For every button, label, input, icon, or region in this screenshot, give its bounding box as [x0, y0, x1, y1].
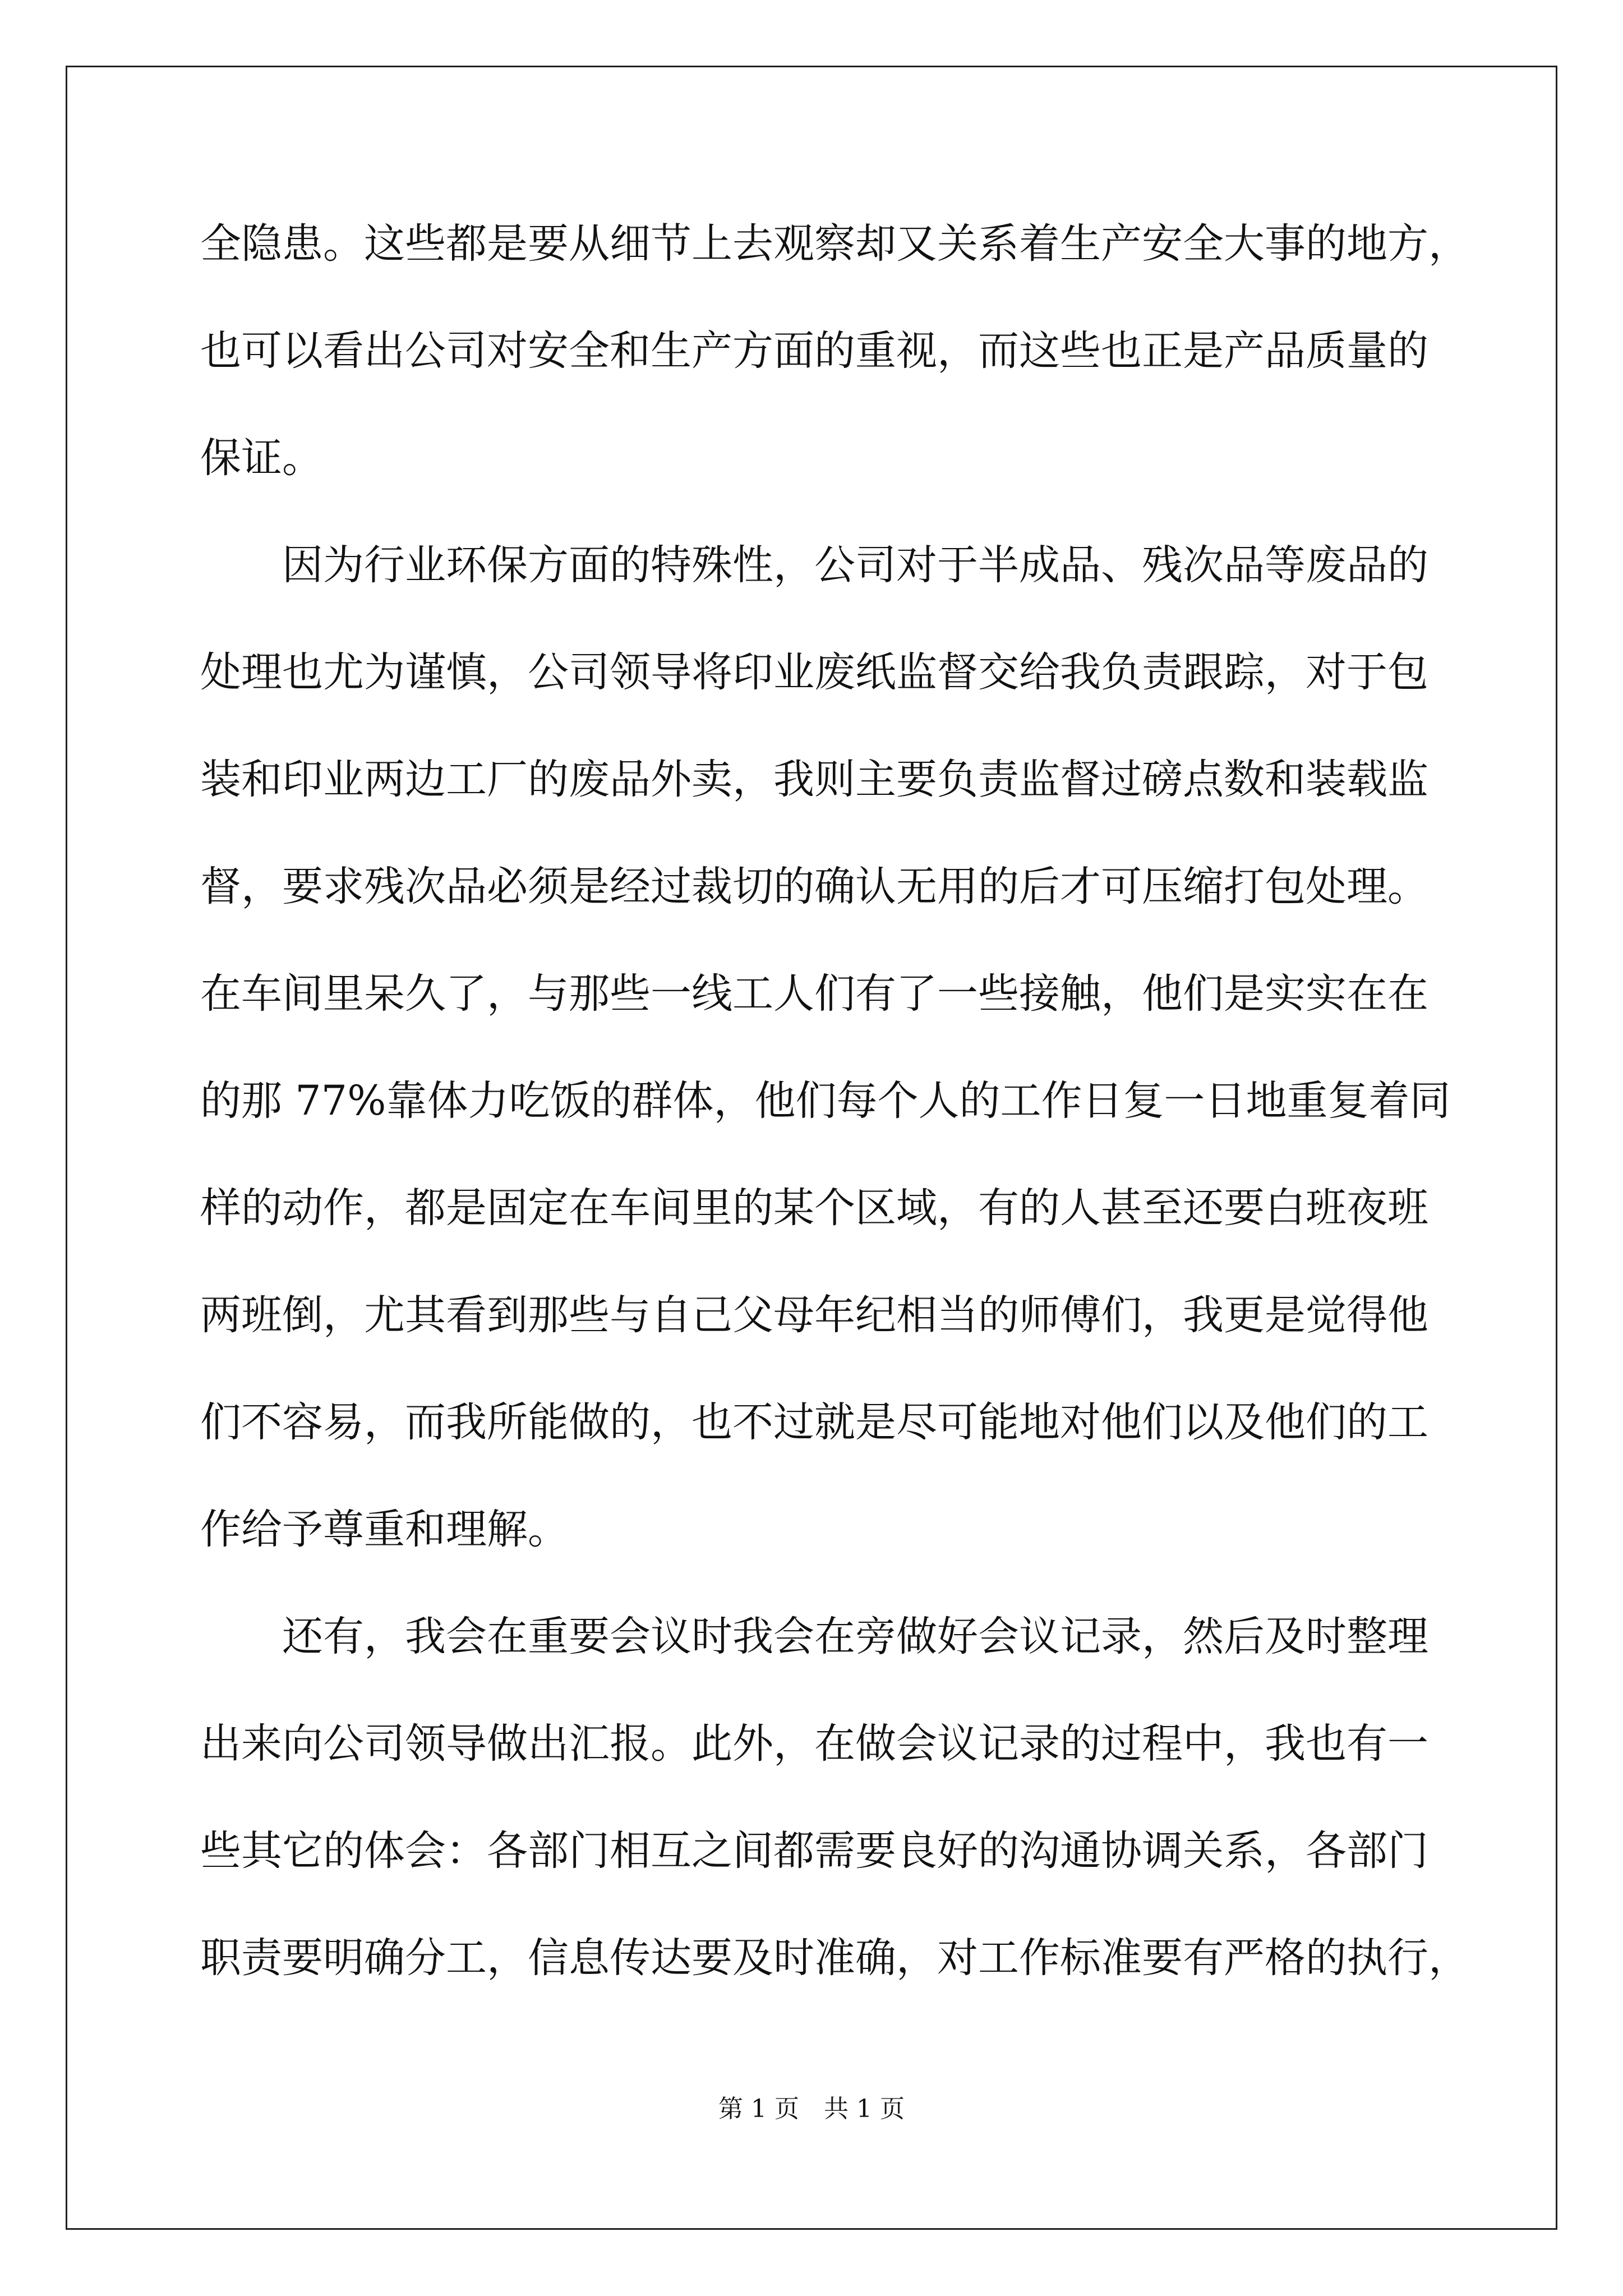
text-line: 作给予尊重和理解。 — [200, 1506, 569, 1553]
text-line: 的那 77%靠体力吃饭的群体，他们每个人的工作日复一日地重复着同 — [200, 1077, 1451, 1125]
text-line: 些其它的体会：各部门相互之间都需要良好的沟通协调关系，各部门 — [200, 1827, 1428, 1875]
text-line: 装和印业两边工厂的废品外卖，我则主要负责监督过磅点数和装载监 — [200, 756, 1428, 803]
paragraph-first-line: 因为行业环保方面的特殊性，公司对于半成品、残次品等废品的 — [282, 541, 1428, 589]
text-line: 出来向公司领导做出汇报。此外，在做会议记录的过程中，我也有一 — [200, 1720, 1428, 1768]
text-line: 样的动作，都是固定在车间里的某个区域，有的人甚至还要白班夜班 — [200, 1184, 1428, 1232]
text-line: 在车间里呆久了，与那些一线工人们有了一些接触，他们是实实在在 — [200, 970, 1428, 1018]
text-line: 保证。 — [200, 434, 323, 482]
text-line: 两班倒，尤其看到那些与自己父母年纪相当的师傅们，我更是觉得他 — [200, 1291, 1428, 1339]
paragraph-first-line: 还有，我会在重要会议时我会在旁做好会议记录，然后及时整理 — [282, 1613, 1428, 1660]
page-number-footer: 第 1 页 共 1 页 — [718, 2095, 905, 2123]
page-border — [66, 66, 1557, 2230]
text-line: 们不容易，而我所能做的，也不过就是尽可能地对他们以及他们的工 — [200, 1398, 1428, 1446]
text-line: 督，要求残次品必须是经过裁切的确认无用的后才可压缩打包处理。 — [200, 863, 1428, 910]
text-line: 也可以看出公司对安全和生产方面的重视，而这些也正是产品质量的 — [200, 327, 1428, 375]
text-line: 职责要明确分工，信息传达要及时准确，对工作标准要有严格的执行， — [200, 1934, 1469, 1982]
text-line: 全隐患。这些都是要从细节上去观察却又关系着生产安全大事的地方， — [200, 220, 1469, 268]
text-line: 处理也尤为谨慎，公司领导将印业废纸监督交给我负责跟踪，对于包 — [200, 648, 1428, 696]
